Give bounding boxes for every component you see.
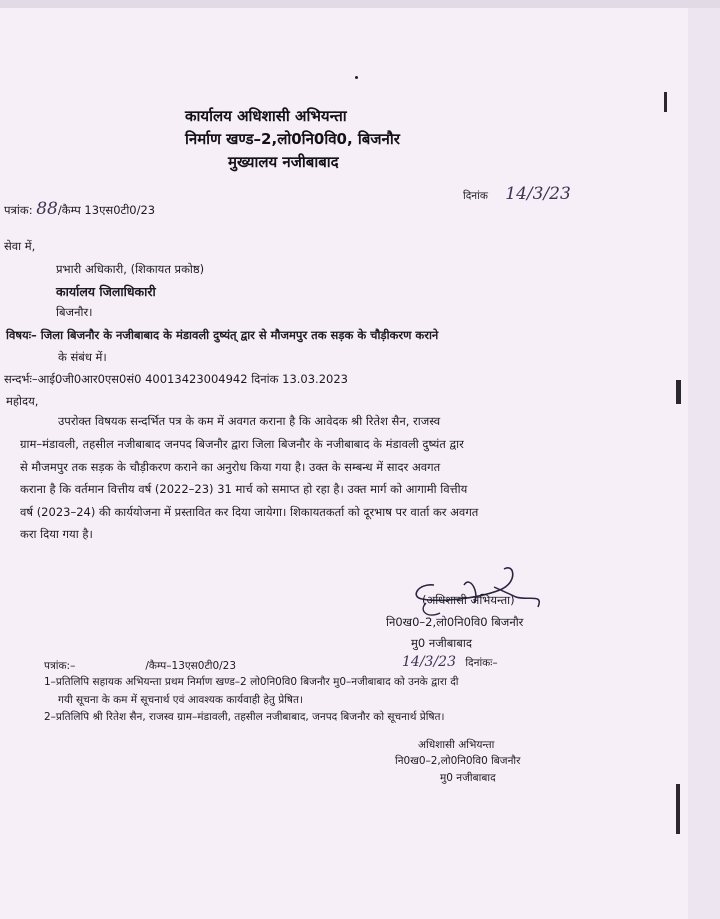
- letter-page: [0, 8, 712, 919]
- greeting: महोदय,: [6, 394, 39, 408]
- copy-ref-number: पत्रांक:– /कैम्प–13एस0टी0/23: [44, 660, 237, 672]
- signatory-designation: (अधिशासी अभियन्ता): [422, 593, 515, 607]
- subject-continuation: के संबंध में।: [58, 350, 107, 364]
- footer-designation: अधिशासी अभियन्ता: [418, 739, 495, 751]
- scan-right-margin: [688, 8, 720, 919]
- division-title: निर्माण खण्ड–2,लो0नि0वि0, बिजनौर: [185, 130, 400, 148]
- copy-date: 14/3/23 दिनांकः–: [402, 654, 498, 670]
- addressee-officer: प्रभारी अधिकारी, (शिकायत प्रकोष्ठ): [56, 262, 205, 276]
- addressee-office: कार्यालय जिलाधिकारी: [56, 284, 156, 299]
- reference-line: सन्दर्भः–आई0जी0आर0एस0सं0 40013423004942 दिनांक 13.03.2023: [4, 372, 348, 386]
- date-field: दिनांक 14/3/23: [463, 184, 571, 204]
- scan-top-edge: [0, 0, 720, 8]
- punch-hole-mark: [355, 76, 358, 79]
- body-line-3: से मौजमपुर तक सड़क के चौड़ीकरण कराने का अनुरोध किया गया है। उक्त के सम्बन्ध में सादर अवगत: [20, 460, 441, 474]
- body-line-5: वर्ष (2023–24) की कार्ययोजना में प्रस्तावित कर दिया जायेगा। शिकायतकर्ता को दूरभाष पर वार्ता कर अवगत: [20, 505, 479, 519]
- body-line-2: ग्राम–मंडावली, तहसील नजीबाबाद जनपद बिजनौर द्वारा जिला बिजनौर के नजीबाबाद के मंडावली दुष्यंत द्वार: [20, 437, 464, 451]
- scan-edge-mark: [676, 380, 681, 404]
- copy-item-1-continuation: गयी सूचना के कम में सूचनार्थ एवं आवश्यक कार्यवाही हेतु प्रेषित।: [58, 694, 303, 706]
- signatory-division: नि0ख0–2,लो0नि0वि0 बिजनौर: [386, 615, 524, 629]
- headquarters-title: मुख्यालय नजीबाबाद: [228, 153, 339, 171]
- letter-number: पत्रांक: 88/कैम्प 13एस0टी0/23: [4, 199, 156, 219]
- footer-hq: मु0 नजीबाबाद: [440, 772, 496, 784]
- footer-division: नि0ख0–2,लो0नि0वि0 बिजनौर: [395, 755, 521, 767]
- signatory-hq: मु0 नजीबाबाद: [411, 636, 472, 650]
- body-line-1: उपरोक्त विषयक सन्दर्भित पत्र के कम में अवगत कराना है कि आवेदक श्री रितेश सैन, राजस्व: [58, 414, 441, 428]
- body-line-6: करा दिया गया है।: [20, 527, 93, 541]
- body-line-4: कराना है कि वर्तमान वित्तीय वर्ष (2022–23) 31 मार्च को समाप्त हो रहा है। उक्त मार्ग को आगामी वित्तीय: [20, 482, 468, 496]
- salutation-to: सेवा में,: [4, 239, 36, 253]
- office-title: कार्यालय अधिशासी अभियन्ता: [185, 107, 347, 125]
- addressee-city: बिजनौर।: [56, 305, 93, 319]
- copy-item-1: 1–प्रतिलिपि सहायक अभियन्ता प्रथम निर्माण खण्ड–2 लो0नि0वि0 बिजनौर मु0–नजीबाबाद को उनके द्वारा दी: [44, 676, 459, 688]
- scan-edge-mark: [676, 784, 680, 834]
- copy-item-2: 2–प्रतिलिपि श्री रितेश सैन, राजस्व ग्राम–मंडावली, तहसील नजीबाबाद, जनपद बिजनौर को सूचनार्थ प्रेषित।: [44, 711, 445, 723]
- scan-edge-mark: [664, 92, 667, 112]
- subject-line: विषयः– जिला बिजनौर के नजीबाबाद के मंडावली दुष्यंत् द्वार से मौजमपुर तक सड़क के चौड़ीकरण कराने: [6, 328, 439, 342]
